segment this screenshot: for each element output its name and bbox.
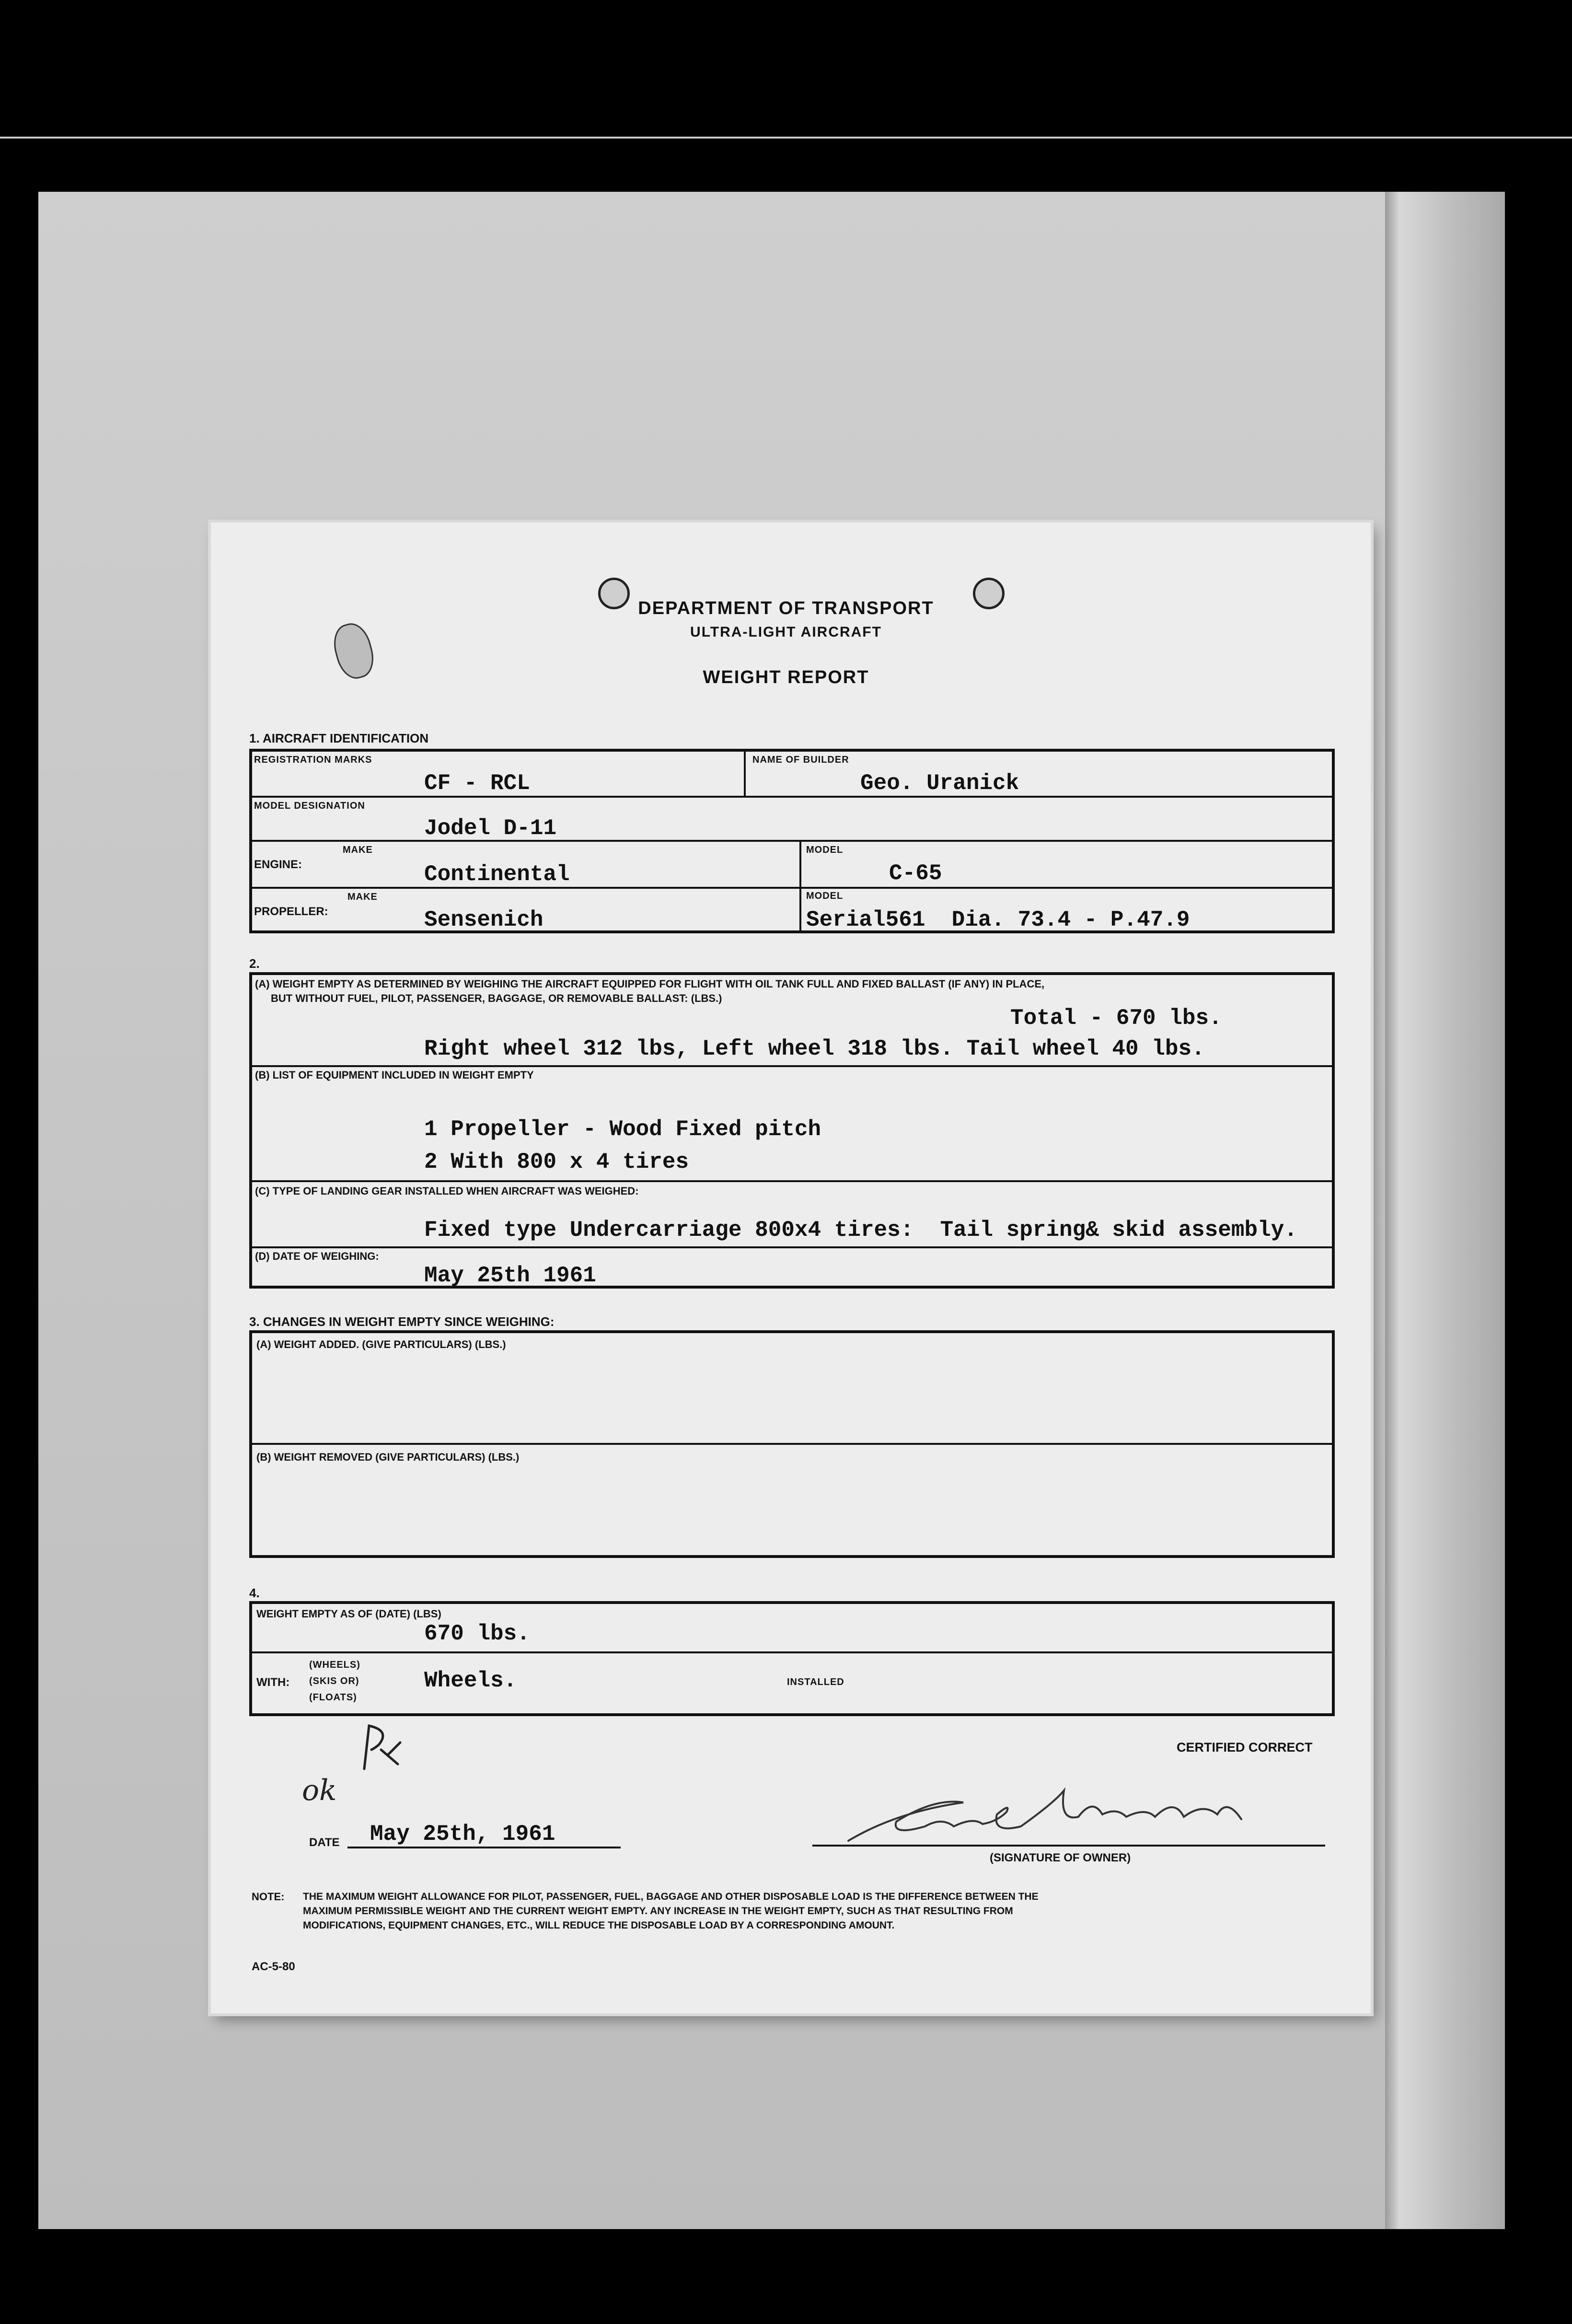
model-designation-value: Jodel D-11 [424,816,557,841]
installed-label: INSTALLED [787,1677,844,1687]
with-option-floats: (FLOATS) [309,1692,357,1703]
propeller-model-value: Serial561 Dia. 73.4 - P.47.9 [806,907,1190,932]
date-line [347,1847,621,1848]
propeller-label: PROPELLER: [254,905,328,918]
registration-label: REGISTRATION MARKS [254,755,372,765]
row-divider [249,1443,1335,1445]
with-value: Wheels. [424,1668,517,1693]
date-of-weighing-value: May 25th 1961 [424,1263,596,1288]
date-of-weighing-label: (D) DATE OF WEIGHING: [255,1250,379,1262]
weight-empty-as-of-value: 670 lbs. [424,1621,530,1646]
note-label: NOTE: [252,1891,285,1903]
engine-make-value: Continental [424,862,570,887]
weight-total-value: Total - 670 lbs. [1010,1006,1222,1031]
note-line-3: MODIFICATIONS, EQUIPMENT CHANGES, ETC., WILL REDUCE THE DISPOSABLE LOAD BY A CORRESPONDING AMOUNT. [303,1920,895,1931]
wheel-weights-value: Right wheel 312 lbs, Left wheel 318 lbs. Tail wheel 40 lbs. [424,1036,1205,1061]
with-option-skis: (SKIS OR) [309,1676,359,1686]
engine-make-label: MAKE [343,845,373,855]
engine-model-value: C-65 [889,861,942,886]
section-4-heading: 4. [249,1586,260,1600]
weight-removed-label: (B) WEIGHT REMOVED (GIVE PARTICULARS) (LBS.) [256,1451,520,1463]
form-number: AC-5-80 [252,1960,295,1973]
col-divider [799,840,801,933]
row-divider [249,1246,1335,1248]
section-1-heading: 1. AIRCRAFT IDENTIFICATION [249,731,429,745]
registration-value: CF - RCL [424,771,530,796]
engine-label: ENGINE: [254,858,302,871]
landing-gear-label: (C) TYPE OF LANDING GEAR INSTALLED WHEN AIRCRAFT WAS WEIGHED: [255,1185,639,1197]
section-3-heading: 3. CHANGES IN WEIGHT EMPTY SINCE WEIGHING: [249,1314,555,1329]
note-line-2: MAXIMUM PERMISSIBLE WEIGHT AND THE CURRENT WEIGHT EMPTY. ANY INCREASE IN THE WEIGHT EMPTY, SUCH AS THAT RESULTING FROM [303,1906,1013,1917]
row-divider [249,840,1335,842]
with-label: WITH: [256,1676,290,1689]
certified-correct: CERTIFIED CORRECT [1177,1740,1313,1755]
row-divider [249,887,1335,889]
col-divider [744,749,746,796]
signature-caption: (SIGNATURE OF OWNER) [990,1851,1131,1864]
with-option-wheels: (WHEELS) [309,1660,360,1670]
form-title: WEIGHT REPORT [703,667,869,687]
builder-label: NAME OF BUILDER [752,755,849,765]
landing-gear-value: Fixed type Undercarriage 800x4 tires: Tail spring& skid assembly. [424,1218,1297,1243]
equipment-line-1: 1 Propeller - Wood Fixed pitch [424,1117,821,1142]
equipment-label: (B) LIST OF EQUIPMENT INCLUDED IN WEIGHT EMPTY [255,1069,534,1081]
engine-model-label: MODEL [806,845,844,855]
weight-added-label: (A) WEIGHT ADDED. (GIVE PARTICULARS) (LBS.) [256,1338,506,1350]
builder-value: Geo. Uranick [860,771,1019,796]
folder-edge [1385,192,1505,2229]
weight-empty-as-of-label: WEIGHT EMPTY AS OF (DATE) (LBS) [256,1608,441,1620]
weight-empty-label-1: (A) WEIGHT EMPTY AS DETERMINED BY WEIGHING THE AIRCRAFT EQUIPPED FOR FLIGHT WITH OIL TANK FULL AND FIXED BALLAST (IF ANY) IN PLACE, [255,978,1045,990]
model-designation-label: MODEL DESIGNATION [254,801,365,811]
weight-empty-label-2: BUT WITHOUT FUEL, PILOT, PASSENGER, BAGGAGE, OR REMOVABLE BALLAST: (LBS.) [271,992,722,1004]
propeller-model-label: MODEL [806,891,844,901]
signature-line [812,1845,1325,1847]
propeller-make-label: MAKE [347,892,378,902]
note-line-1: THE MAXIMUM WEIGHT ALLOWANCE FOR PILOT, PASSENGER, FUEL, BAGGAGE AND OTHER DISPOSABLE LOAD IS THE DIFFERENCE BETWEEN THE [303,1891,1039,1902]
owner-signature [839,1769,1270,1850]
row-divider [249,1065,1335,1067]
section-2-heading: 2. [249,956,260,971]
propeller-make-value: Sensenich [424,907,543,932]
scan-border-line [0,137,1572,139]
department-title: DEPARTMENT OF TRANSPORT [638,598,934,618]
handwritten-initials [355,1721,407,1774]
row-divider [249,1651,1335,1653]
certified-date-value: May 25th, 1961 [370,1822,555,1847]
row-divider [249,1180,1335,1182]
date-label: DATE [309,1836,340,1849]
form-subtitle: ULTRA-LIGHT AIRCRAFT [690,624,882,640]
handwritten-ok: ok [302,1774,337,1807]
equipment-line-2: 2 With 800 x 4 tires [424,1150,689,1174]
row-divider [249,796,1335,798]
